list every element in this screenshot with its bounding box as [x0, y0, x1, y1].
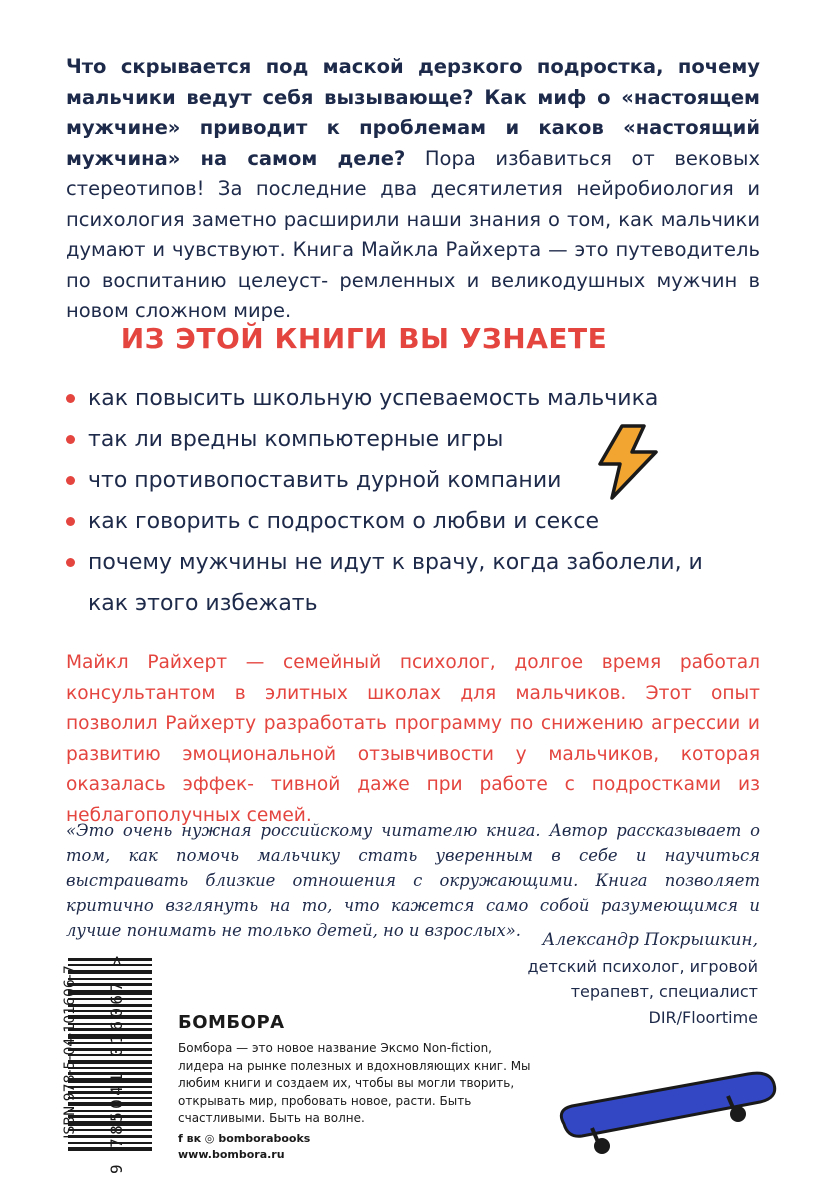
publisher-description: Бомбора — это новое название Эксмо Non-fiction, лидера на рынке полезных и вдохновляющих книг. Мы любим книги и создаем их, чтобы вы могли творить, открывать мир, пробовать новое, расти. Быть счастливыми. Быть на волне. — [178, 1041, 531, 1126]
list-item: что противопоставить дурной компании — [64, 460, 744, 501]
social-icons: f ʙᴋ ◎ — [178, 1132, 215, 1145]
intro-paragraph — [66, 52, 760, 327]
website-link: www.bombora.ru — [178, 1148, 285, 1161]
social-handle: bomborabooks — [218, 1132, 311, 1145]
list-item: как говорить с подростком о любви и сексе — [64, 501, 744, 542]
attribution-role: детский психолог, игровой терапевт, специалист DIR/Floortime — [527, 956, 758, 1027]
social-links — [178, 1132, 310, 1145]
review-quote: «Это очень нужная российскому читателю книга. Автор рассказывает о том, как помочь мальчику стать уверенным в себе и научиться выстраивать близкие отношения с окружающими. Книга позволяет критично взглянуть на то, что кажется само собой разумеющимся и лучше понимать не только детей, но и взрослых». — [66, 821, 760, 940]
isbn-text: ISBN 978-5-04-101606-7 — [62, 965, 78, 1139]
author-bio: Майкл Райхерт — семейный психолог, долгое время работал консультантом в элитных школах для мальчиков. Этот опыт позволил Райхерту разработать программу по снижению агрессии и развитию эмоциональной отзывчивости у мальчиков, которая оказалась эффек- тивной даже при работе с подростками из неблагополучных семей. — [66, 652, 760, 826]
intro-regular: Пора избавиться от вековых стереотипов! За последние два десятилетия нейробиология и психология заметно расширили наши знания о том, как мальчики думают и чувствуют. Книга Майкла Райхерта — это путеводитель по воспитанию целеуст- ремленных и великодушных мужчин в новом сложном мире. — [66, 146, 760, 322]
list-item: как повысить школьную успеваемость мальчика — [64, 378, 744, 419]
attribution-name: Александр Покрышкин, — [542, 930, 758, 950]
intro-bold: Что скрывается под маской дерзкого подростка, почему мальчики ведут себя вызывающе? Как миф о «настоящем мужчине» приводит к проблемам и каков «настоящий мужчина» на самом деле? — [66, 55, 760, 170]
barcode-digits: 9 785041 016067 > — [107, 952, 126, 1174]
bullet-icon — [66, 517, 75, 526]
learn-list — [64, 378, 744, 624]
list-item: почему мужчины не идут к врачу, когда заболели, и как этого избежать — [64, 542, 744, 624]
bullet-icon — [66, 476, 75, 485]
publisher-logo: БОМБОРА — [178, 1012, 285, 1033]
bullet-icon — [66, 558, 75, 567]
section-title: ИЗ ЭТОЙ КНИГИ ВЫ УЗНАЕТЕ — [120, 322, 608, 355]
skateboard-icon — [552, 1062, 782, 1162]
list-item: так ли вредны компьютерные игры — [64, 419, 744, 460]
quote-attribution — [458, 928, 758, 1030]
bullet-icon — [66, 435, 75, 444]
bullet-icon — [66, 394, 75, 403]
